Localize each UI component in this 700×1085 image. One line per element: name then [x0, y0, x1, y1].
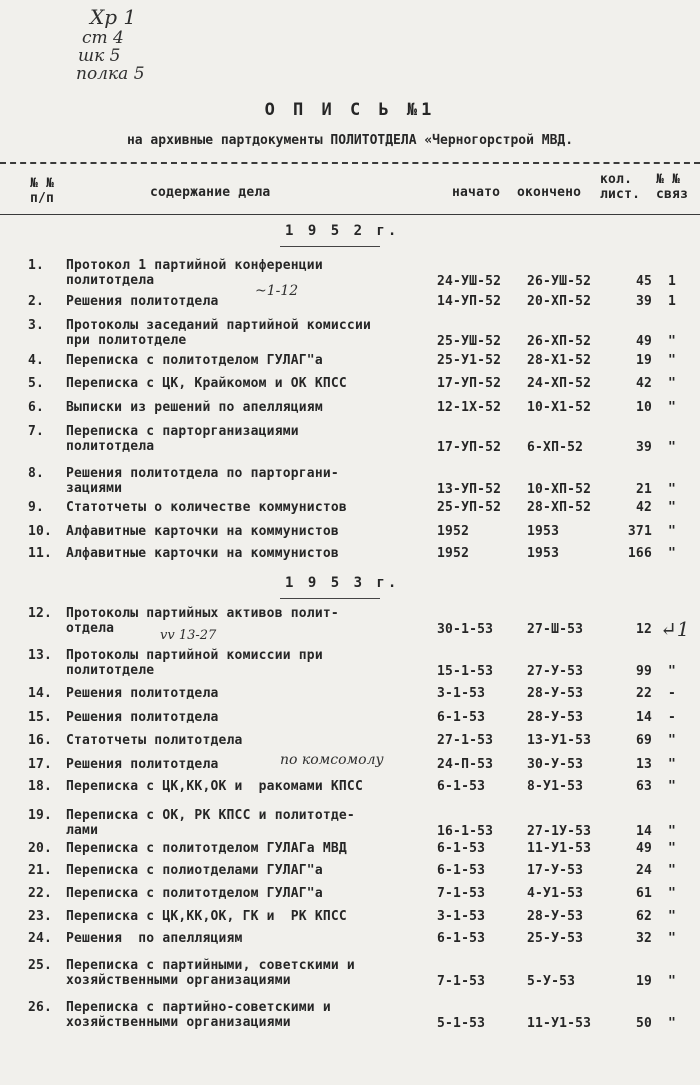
row-number: 14.: [28, 686, 53, 701]
row-bundle: -: [668, 710, 677, 725]
row-bundle: ": [668, 482, 677, 497]
row-sheet-count: 49: [635, 841, 652, 856]
row-number: 13.: [28, 648, 53, 663]
row-start-date: 25-У1-52: [437, 353, 502, 368]
row-description: Переписка с ЦК,КК,ОК и ракомами КПСС: [66, 779, 363, 794]
row-start-date: 7-1-53: [437, 974, 486, 989]
year-underline-1953: [280, 598, 380, 599]
row-end-date: 8-У1-53: [527, 779, 584, 794]
row-description: Решения политотдела по парторгани- зациями: [66, 466, 339, 496]
row-bundle: ": [668, 376, 677, 391]
row-start-date: 6-1-53: [437, 710, 486, 725]
row-start-date: 17-УП-52: [437, 376, 502, 391]
row-description: Переписка с ЦК, Крайкомом и ОК КПСС: [66, 376, 347, 391]
row-number: 15.: [28, 710, 53, 725]
row-description: Алфавитные карточки на коммунистов: [66, 524, 339, 539]
row-start-date: 3-1-53: [437, 909, 486, 924]
row-end-date: 1953: [527, 546, 560, 561]
row-end-date: 27-У-53: [527, 664, 584, 679]
row-end-date: 4-У1-53: [527, 886, 584, 901]
row-sheet-count: 13: [635, 757, 652, 772]
row-end-date: 26-ХП-52: [527, 334, 592, 349]
row-number: 18.: [28, 779, 53, 794]
header-sheets: кол. лист.: [600, 172, 641, 202]
row-sheet-count: 99: [635, 664, 652, 679]
row-description: Решения политотдела: [66, 686, 219, 701]
row-number: 23.: [28, 909, 53, 924]
row-bundle: ": [668, 974, 677, 989]
row-number: 26.: [28, 1000, 53, 1015]
handwritten-note-row2: ~1-12: [255, 283, 299, 299]
row-end-date: 10-ХП-52: [527, 482, 592, 497]
row-bundle: ": [668, 664, 677, 679]
handwritten-note-row17: по комсомолу: [280, 752, 384, 768]
row-sheet-count: 14: [635, 824, 652, 839]
row-bundle: ": [668, 824, 677, 839]
year-heading-1953: 1 9 5 3 г.: [285, 575, 400, 591]
row-start-date: 13-УП-52: [437, 482, 502, 497]
row-bundle: ": [668, 886, 677, 901]
row-bundle: 1: [668, 294, 677, 309]
row-number: 20.: [28, 841, 53, 856]
row-end-date: 13-У1-53: [527, 733, 592, 748]
header-start: начато: [452, 185, 501, 200]
row-sheet-count: 32: [635, 931, 652, 946]
row-description: Переписка с партийно-советскими и хозяйственными организациями: [66, 1000, 331, 1030]
row-sheet-count: 19: [635, 353, 652, 368]
row-sheet-count: 45: [635, 274, 652, 289]
row-number: 25.: [28, 958, 53, 973]
row-sheet-count: 19: [635, 974, 652, 989]
row-start-date: 6-1-53: [437, 863, 486, 878]
row-sheet-count: 63: [635, 779, 652, 794]
row-bundle: 1: [668, 274, 677, 289]
row-number: 6.: [28, 400, 45, 415]
row-bundle: ": [668, 841, 677, 856]
row-sheet-count: 49: [635, 334, 652, 349]
row-bundle: ": [668, 733, 677, 748]
row-end-date: 26-УШ-52: [527, 274, 592, 289]
row-number: 10.: [28, 524, 53, 539]
document-title: О П И С Ь №1: [264, 100, 436, 120]
row-start-date: 6-1-53: [437, 841, 486, 856]
row-description: Решения по апелляциям: [66, 931, 243, 946]
row-end-date: 11-У1-53: [527, 841, 592, 856]
row-bundle: ": [668, 863, 677, 878]
year-underline-1952: [280, 246, 380, 247]
row-start-date: 14-УП-52: [437, 294, 502, 309]
archive-mark-1: Хр 1: [90, 5, 137, 29]
archive-mark-2: ст 4: [82, 28, 124, 48]
row-start-date: 24-УШ-52: [437, 274, 502, 289]
row-end-date: 25-У-53: [527, 931, 584, 946]
row-end-date: 27-1У-53: [527, 824, 592, 839]
row-description: Переписка с политотделом ГУЛАГ"а: [66, 353, 323, 368]
row-description: Решения политотдела: [66, 757, 219, 772]
row-bundle: -: [668, 686, 677, 701]
row-start-date: 16-1-53: [437, 824, 494, 839]
row-start-date: 1952: [437, 546, 470, 561]
year-heading-1952: 1 9 5 2 г.: [285, 223, 400, 239]
row-end-date: 10-Х1-52: [527, 400, 592, 415]
row-end-date: 28-Х1-52: [527, 353, 592, 368]
row-sheet-count: 69: [635, 733, 652, 748]
row-number: 12.: [28, 606, 53, 621]
row-start-date: 25-УП-52: [437, 500, 502, 515]
row-bundle: ": [668, 757, 677, 772]
row-description: Протоколы заседаний партийной комиссии при политотделе: [66, 318, 372, 348]
row-end-date: 28-У-53: [527, 686, 584, 701]
row-start-date: 3-1-53: [437, 686, 486, 701]
row-end-date: 28-ХП-52: [527, 500, 592, 515]
header-bundle: № № связ: [656, 172, 689, 202]
row-number: 5.: [28, 376, 45, 391]
row-sheet-count: 22: [635, 686, 652, 701]
row-description: Протоколы партийной комиссии при политотделе: [66, 648, 323, 678]
header-content: содержание дела: [150, 185, 271, 200]
row-description: Переписка с парторганизациями политотдела: [66, 424, 299, 454]
row-number: 19.: [28, 808, 53, 823]
row-number: 17.: [28, 757, 53, 772]
row-start-date: 6-1-53: [437, 779, 486, 794]
archive-mark-4: полка 5: [76, 64, 145, 84]
row-description: Переписка с ОК, РК КПСС и политотде- лами: [66, 808, 355, 838]
handwritten-note-row13: vv 13-27: [160, 628, 217, 643]
header-end: окончено: [517, 185, 582, 200]
row-start-date: 6-1-53: [437, 931, 486, 946]
row-end-date: 11-У1-53: [527, 1016, 592, 1031]
header-rule-top: [0, 162, 700, 164]
row-sheet-count: 39: [635, 294, 652, 309]
row-description: Переписка с ЦК,КК,ОК, ГК и РК КПСС: [66, 909, 347, 924]
row-end-date: 1953: [527, 524, 560, 539]
row-start-date: 27-1-53: [437, 733, 494, 748]
row-bundle: ": [668, 909, 677, 924]
handwritten-note-row12-bundle: ↵1: [660, 617, 690, 641]
row-sheet-count: 42: [635, 376, 652, 391]
row-start-date: 17-УП-52: [437, 440, 502, 455]
row-number: 1.: [28, 258, 45, 273]
row-description: Переписка с партийными, советскими и хозяйственными организациями: [66, 958, 355, 988]
row-end-date: 5-У-53: [527, 974, 576, 989]
row-bundle: ": [668, 524, 677, 539]
row-end-date: 20-ХП-52: [527, 294, 592, 309]
row-description: Протокол 1 партийной конференции политотдела: [66, 258, 323, 288]
row-sheet-count: 12: [635, 622, 652, 637]
row-start-date: 7-1-53: [437, 886, 486, 901]
row-start-date: 24-П-53: [437, 757, 494, 772]
archive-mark-3: шк 5: [78, 46, 121, 66]
row-bundle: ": [668, 779, 677, 794]
row-number: 7.: [28, 424, 45, 439]
row-number: 11.: [28, 546, 53, 561]
row-number: 2.: [28, 294, 45, 309]
row-end-date: 27-Ш-53: [527, 622, 584, 637]
row-description: Выписки из решений по апелляциям: [66, 400, 323, 415]
row-end-date: 17-У-53: [527, 863, 584, 878]
row-sheet-count: 24: [635, 863, 652, 878]
row-sheet-count: 21: [635, 482, 652, 497]
row-number: 4.: [28, 353, 45, 368]
row-end-date: 30-У-53: [527, 757, 584, 772]
row-start-date: 15-1-53: [437, 664, 494, 679]
row-sheet-count: 42: [635, 500, 652, 515]
row-bundle: ": [668, 440, 677, 455]
row-start-date: 5-1-53: [437, 1016, 486, 1031]
row-bundle: ": [668, 500, 677, 515]
row-sheet-count: 166: [627, 546, 652, 561]
row-bundle: ": [668, 1016, 677, 1031]
row-number: 3.: [28, 318, 45, 333]
row-end-date: 28-У-53: [527, 710, 584, 725]
row-start-date: 1952: [437, 524, 470, 539]
row-description: Переписка с политотделом ГУЛАГа МВД: [66, 841, 347, 856]
row-end-date: 6-ХП-52: [527, 440, 584, 455]
row-sheet-count: 39: [635, 440, 652, 455]
row-sheet-count: 371: [627, 524, 652, 539]
row-bundle: ": [668, 546, 677, 561]
row-description: Протоколы партийных активов полит- отдела: [66, 606, 339, 636]
row-description: Решения политотдела: [66, 294, 219, 309]
row-description: Решения политотдела: [66, 710, 219, 725]
row-start-date: 25-УШ-52: [437, 334, 502, 349]
row-bundle: ": [668, 931, 677, 946]
row-sheet-count: 62: [635, 909, 652, 924]
row-sheet-count: 50: [635, 1016, 652, 1031]
row-start-date: 30-1-53: [437, 622, 494, 637]
row-number: 8.: [28, 466, 45, 481]
row-number: 9.: [28, 500, 45, 515]
row-number: 21.: [28, 863, 53, 878]
row-bundle: ": [668, 334, 677, 349]
row-description: Переписка с полиотделами ГУЛАГ"а: [66, 863, 323, 878]
row-number: 24.: [28, 931, 53, 946]
row-number: 16.: [28, 733, 53, 748]
row-description: Статотчеты политотдела: [66, 733, 243, 748]
row-description: Переписка с политотделом ГУЛАГ"а: [66, 886, 323, 901]
document-subtitle: на архивные партдокументы ПОЛИТОТДЕЛА «Черногорстрой МВД.: [126, 133, 574, 148]
row-bundle: ": [668, 400, 677, 415]
row-start-date: 12-1Х-52: [437, 400, 502, 415]
header-num: № № п/п: [30, 176, 55, 206]
row-description: Статотчеты о количестве коммунистов: [66, 500, 347, 515]
row-end-date: 28-У-53: [527, 909, 584, 924]
row-sheet-count: 14: [635, 710, 652, 725]
row-sheet-count: 10: [635, 400, 652, 415]
row-description: Алфавитные карточки на коммунистов: [66, 546, 339, 561]
row-end-date: 24-ХП-52: [527, 376, 592, 391]
header-rule-bottom: [0, 214, 700, 215]
row-number: 22.: [28, 886, 53, 901]
row-bundle: ": [668, 353, 677, 368]
row-sheet-count: 61: [635, 886, 652, 901]
